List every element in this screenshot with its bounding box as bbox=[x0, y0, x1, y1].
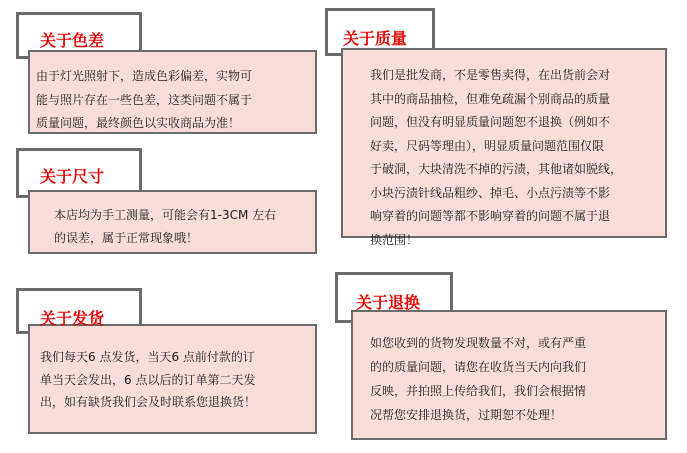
shipping-text: 我们每天6 点发货，当天6 点前付款的订 单当天会发出，6 点以后的订单第二天发 出，如有缺货我们会及时联系您退换货！ bbox=[40, 350, 257, 409]
quality-title: 关于质量 bbox=[343, 29, 408, 48]
shipping-title: 关于发货 bbox=[40, 309, 105, 328]
color-difference-title: 关于色差 bbox=[40, 31, 105, 50]
returns-title: 关于退换 bbox=[356, 293, 421, 312]
color-difference-text: 由于灯光照射下，造成色彩偏差，实物可 能与照片存在一些色差，这类问题不属于 质量问题，最终颜色以实收商品为准！ bbox=[36, 69, 253, 131]
returns-panel bbox=[351, 310, 667, 440]
quality-text: 我们是批发商，不是零售卖得，在出货前会对 其中的商品抽检，但难免疏漏个别商品的质量 问题，但没有明显质量问题恕不退换（例如不 好卖，尺码等理由），明显质量问题范围仅限 于破洞，大块清洗不掉的污渍，其他诸如脱线， 小块污渍针线品粗纱、掉毛、小点污渍等不影 响穿着的问题等都不影响穿着的问题不属于退 换范围！ bbox=[370, 68, 623, 247]
size-text: 本店均为手工测量，可能会有1-3CM 左右 的误差，属于正常现象哦！ bbox=[54, 208, 277, 245]
size-panel bbox=[28, 190, 317, 254]
quality-panel bbox=[341, 48, 667, 247]
returns-text: 如您收到的货物发现数量不对，或有严重 的的质量问题，请您在收货当天内向我们 反映，并拍照上传给我们，我们会根据情 况帮您安排退换货，过期恕不处理！ bbox=[370, 336, 587, 422]
color-difference-panel bbox=[28, 50, 317, 134]
size-title: 关于尺寸 bbox=[40, 167, 105, 186]
shipping-panel bbox=[28, 324, 317, 434]
